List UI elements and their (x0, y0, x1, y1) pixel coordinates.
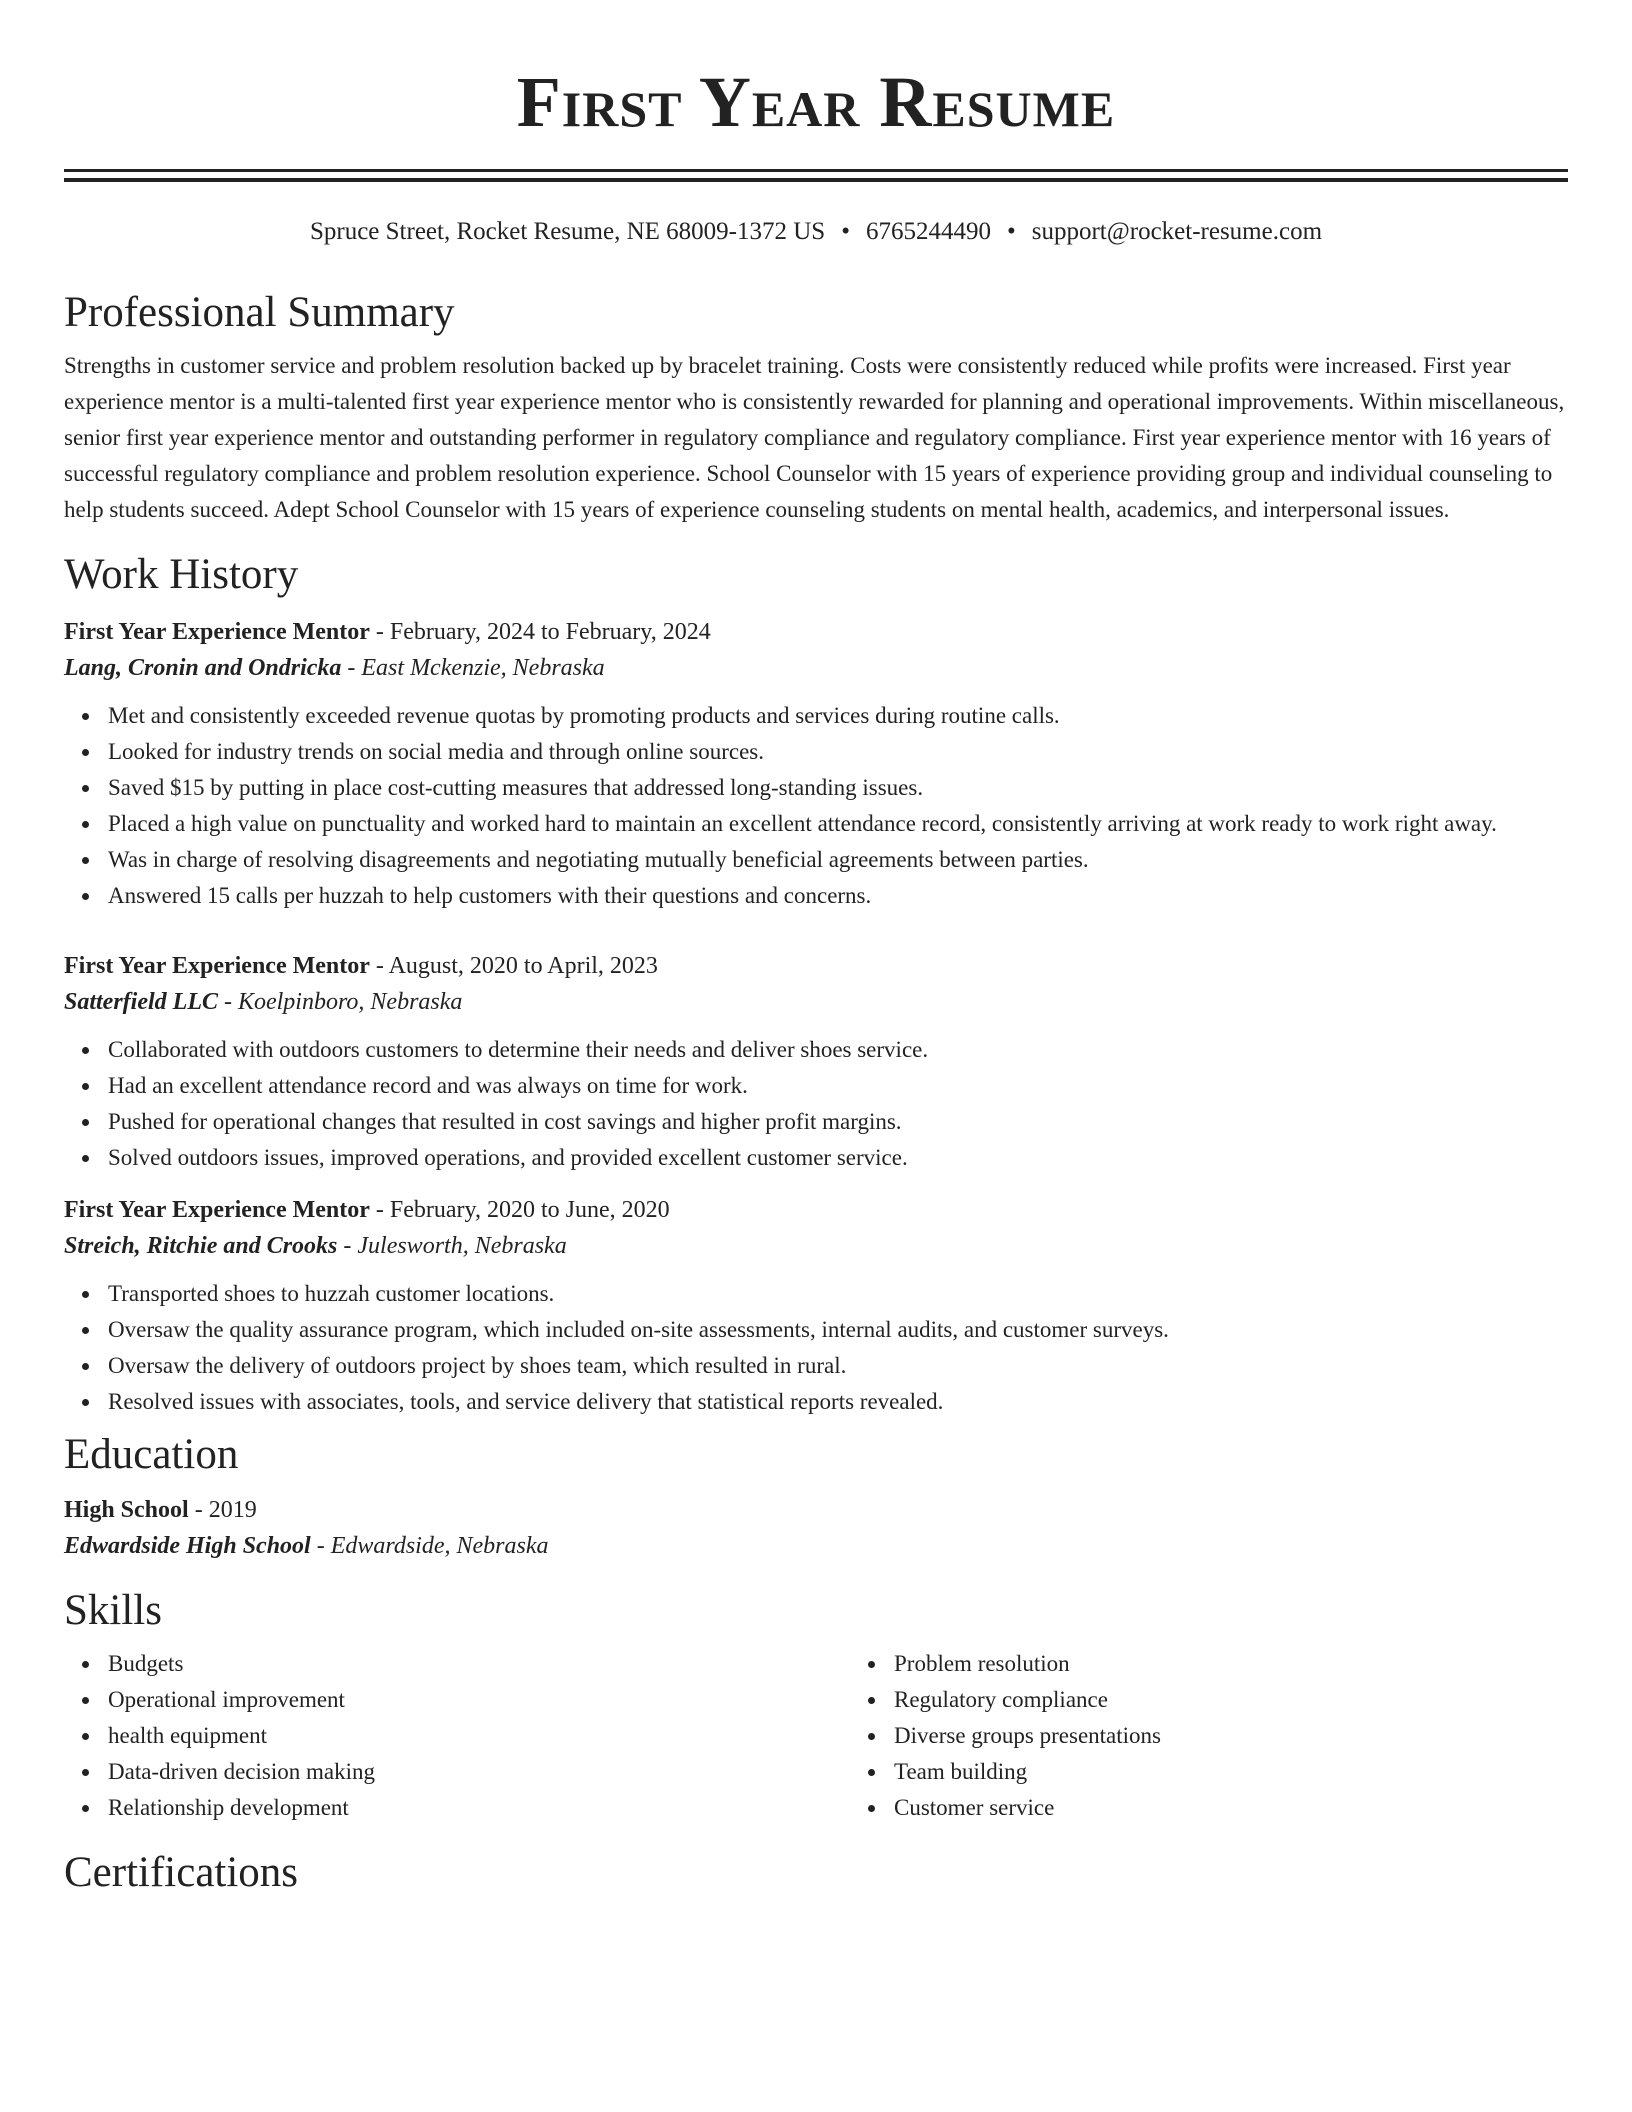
education-header (64, 1492, 1568, 1528)
job-bullet: Answered 15 calls per huzzah to help customers with their questions and concerns. (108, 878, 1568, 914)
skill-item: Diverse groups presentations (894, 1718, 1568, 1754)
skills-grid (64, 1646, 1568, 1826)
job-bullets (64, 1032, 1568, 1176)
job-header (64, 948, 1568, 984)
resume-title: First Year Resume (516, 62, 1116, 142)
job-bullet: Oversaw the quality assurance program, which included on-site assessments, internal audits, and customer surveys. (108, 1312, 1568, 1348)
job-bullet: Collaborated with outdoors customers to determine their needs and deliver shoes service. (108, 1032, 1568, 1068)
job-location: - Julesworth, Nebraska (337, 1233, 567, 1259)
job-location: - East Mckenzie, Nebraska (341, 655, 605, 681)
job-bullet: Solved outdoors issues, improved operations, and provided excellent customer service. (108, 1140, 1568, 1176)
job-location: - Koelpinboro, Nebraska (217, 989, 463, 1015)
job-employer (64, 1228, 1568, 1264)
job-bullet: Resolved issues with associates, tools, and service delivery that statistical reports revealed. (108, 1384, 1568, 1420)
education-degree: High School (64, 1497, 189, 1523)
skill-item: Operational improvement (108, 1682, 850, 1718)
section-heading-skills: Skills (64, 1587, 162, 1634)
job-header (64, 614, 1568, 650)
title-divider-thick (64, 178, 1568, 182)
skills-column-right (850, 1646, 1568, 1826)
job-bullet: Was in charge of resolving disagreements and negotiating mutually beneficial agreements between parties. (108, 842, 1568, 878)
job-bullets (64, 698, 1568, 914)
education-school-line (64, 1528, 1568, 1564)
job-company: Lang, Cronin and Ondricka (64, 655, 342, 681)
job-entry (64, 614, 1568, 914)
contact-phone: 6765244490 (865, 218, 991, 245)
job-bullet: Had an excellent attendance record and was always on time for work. (108, 1068, 1568, 1104)
skill-item: Problem resolution (894, 1646, 1568, 1682)
education-year: - 2019 (188, 1497, 257, 1523)
section-heading-work-history: Work History (64, 551, 299, 598)
job-bullet: Transported shoes to huzzah customer locations. (108, 1276, 1568, 1312)
job-bullet: Saved $15 by putting in place cost-cutting measures that addressed long-standing issues. (108, 770, 1568, 806)
section-heading-education: Education (64, 1431, 239, 1478)
job-dates: - February, 2020 to June, 2020 (369, 1197, 670, 1223)
skill-item: Customer service (894, 1790, 1568, 1826)
title-divider-thin (64, 169, 1568, 172)
job-dates: - February, 2024 to February, 2024 (369, 619, 711, 645)
job-bullet: Looked for industry trends on social media and through online sources. (108, 734, 1568, 770)
job-header (64, 1192, 1568, 1228)
education-school: Edwardside High School (64, 1533, 311, 1559)
job-bullet: Oversaw the delivery of outdoors project by shoes team, which resulted in rural. (108, 1348, 1568, 1384)
job-bullet: Pushed for operational changes that resulted in cost savings and higher profit margins. (108, 1104, 1568, 1140)
job-bullet: Placed a high value on punctuality and worked hard to maintain an excellent attendance record, consistently arriving at work ready to work right away. (108, 806, 1568, 842)
job-title: First Year Experience Mentor (64, 953, 370, 979)
summary-text: Strengths in customer service and problem resolution backed up by bracelet training. Costs were consistently reduced while profits were increased. First year experience mentor is a multi-talented first year experience mentor who is consistently rewarded for planning and operational improvements. Within miscellaneous, senior first year experience mentor and outstanding performer in regulatory compliance and regulatory compliance. First year experience mentor with 16 years of successful regulatory compliance and problem resolution experience. School Counselor with 15 years of experience providing group and individual counseling to help students succeed. Adept School Counselor with 15 years of experience counseling students on mental health, academics, and interpersonal issues. (64, 353, 1565, 522)
job-dates: - August, 2020 to April, 2023 (369, 953, 658, 979)
education-entry (64, 1492, 1568, 1564)
job-bullets (64, 1276, 1568, 1420)
job-employer (64, 984, 1568, 1020)
job-entry (64, 948, 1568, 1176)
job-company: Satterfield LLC (64, 989, 218, 1015)
contact-separator: • (841, 218, 850, 245)
education-location: - Edwardside, Nebraska (310, 1533, 549, 1559)
contact-separator: • (1006, 218, 1016, 245)
job-title: First Year Experience Mentor (64, 619, 370, 645)
skill-item: Budgets (108, 1646, 850, 1682)
contact-address: Spruce Street, Rocket Resume, NE 68009-1372 US (309, 218, 826, 245)
skill-item: health equipment (108, 1718, 850, 1754)
skill-item: Team building (894, 1754, 1568, 1790)
job-employer (64, 650, 1568, 686)
skill-item: Relationship development (108, 1790, 850, 1826)
job-entry (64, 1192, 1568, 1420)
skill-item: Regulatory compliance (894, 1682, 1568, 1718)
contact-line (64, 216, 1568, 248)
contact-email: support@rocket-resume.com (1031, 218, 1323, 245)
section-heading-certifications: Certifications (64, 1849, 299, 1896)
job-company: Streich, Ritchie and Crooks (64, 1233, 338, 1259)
resume-page (64, 0, 1568, 1898)
skills-column-left (64, 1646, 850, 1826)
job-bullet: Met and consistently exceeded revenue quotas by promoting products and services during routine calls. (108, 698, 1568, 734)
job-title: First Year Experience Mentor (64, 1197, 370, 1223)
skill-item: Data-driven decision making (108, 1754, 850, 1790)
section-heading-summary: Professional Summary (64, 289, 455, 336)
